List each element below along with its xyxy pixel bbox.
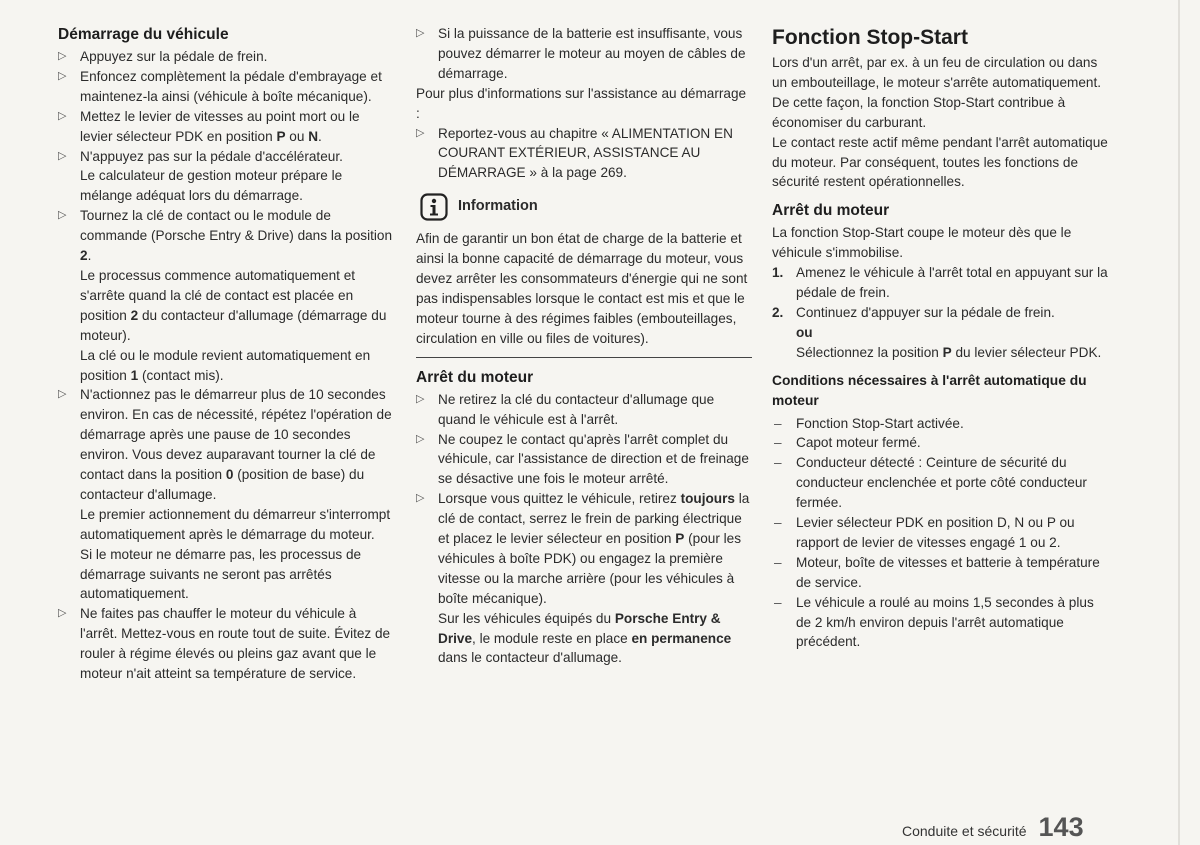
info-header	[416, 189, 752, 225]
note-key-returns: La clé ou le module revient automatiquement en position 1 (contact mis).	[80, 347, 371, 383]
condition-item: – Le véhicule a roulé au moins 1,5 secondes à plus de 2 km/h environ depuis l'arrêt automatique précédent.	[774, 594, 1094, 650]
step-ignition-off: ▷ Ne coupez le contact qu'après l'arrêt complet du véhicule, car l'assistance de direction et de freinage se désactive une fois le moteur arrêté.	[416, 431, 749, 487]
arrow-icon: ▷	[416, 126, 425, 139]
page-footer	[902, 812, 1112, 840]
step-neutral: ▷ Mettez le levier de vitesses au point mort ou le levier sélecteur PDK en position P ou N.	[58, 108, 360, 144]
note-select-p: Sélectionnez la position P du levier sélecteur PDK.	[796, 344, 1102, 360]
footer-section: Conduite et sécurité	[902, 823, 1027, 839]
para-stop-start-intro: Lors d'un arrêt, par ex. à un feu de circulation ou dans un embouteillage, le moteur s'arrête automatiquement. De cette façon, la fonction Stop-Start contribue à économiser du carburant.	[772, 55, 1102, 130]
arrow-icon: ▷	[58, 149, 67, 162]
condition-item: – Capot moteur fermé.	[774, 435, 921, 451]
arrow-icon: ▷	[58, 388, 67, 401]
arrow-icon: ▷	[416, 27, 425, 39]
step-accelerator: ▷ N'appuyez pas sur la pédale d'accélérateur.	[58, 147, 394, 167]
step-remove-key: ▷ Ne retirez la clé du contacteur d'allumage que quand le véhicule est à l'arrêt.	[416, 391, 715, 427]
heading-conditions: Conditions nécessaires à l'arrêt automatique du moteur	[772, 372, 1087, 408]
info-label: Information	[458, 198, 538, 215]
step-leave-vehicle: ▷ Lorsque vous quittez le véhicule, retirez toujours la clé de contact, serrez le frein de parking électrique et placez le levier sélecteur en position P (pour les véhicules à boîte PDK) ou engagez la première vitesse ou la marche arrière (pour les véhicules à boîte mécanique).	[416, 491, 750, 606]
note-entry-drive: Sur les véhicules équipés du Porsche Entry & Drive, le module reste en place en permanence dans le contacteur d'allumage.	[438, 610, 732, 666]
condition-item: – Moteur, boîte de vitesses et batterie à température de service.	[774, 554, 1100, 590]
condition-item: – Conducteur détecté : Ceinture de sécurité du conducteur enclenchée et porte côté conducteur fermée.	[774, 455, 1087, 511]
para-stop-start-cuts: La fonction Stop-Start coupe le moteur dès que le véhicule s'immobilise.	[772, 225, 1072, 261]
column-stop-start	[772, 0, 1112, 652]
arrow-icon: ▷	[58, 109, 67, 122]
arrow-icon: ▷	[416, 492, 425, 505]
arrow-icon: ▷	[58, 69, 67, 82]
step-no-warmup: ▷ Ne faites pas chauffer le moteur du véhicule à l'arrêt. Mettez-vous en route tout de suite. Évitez de rouler à régime élevés ou pleins gaz avant que le moteur n'ait atteint sa température de service.	[58, 606, 391, 682]
section-divider	[416, 357, 752, 358]
step-brake: ▷ Appuyez sur la pédale de frein.	[58, 47, 394, 67]
column-starting	[58, 0, 394, 684]
note-starter-interrupt: Le premier actionnement du démarreur s'interrompt automatiquement après le démarrage du moteur.	[80, 506, 391, 542]
note-engine-management: Le calculateur de gestion moteur prépare le mélange adéquat lors du démarrage.	[80, 168, 343, 204]
heading-stop-start-engine: Arrêt du moteur	[772, 202, 890, 220]
step-turn-key: ▷ Tournez la clé de contact ou le module de commande (Porsche Entry & Drive) dans la position 2.	[58, 208, 393, 264]
numbered-step-1: 1. Amenez le véhicule à l'arrêt total en appuyant sur la pédale de frein.	[772, 265, 1108, 301]
step-starter-limit: ▷ N'actionnez pas le démarreur plus de 10 secondes environ. En cas de nécessité, répétez l'opération de démarrage après une pause de 10 secondes environ. Vous devez auparavant tourner la clé de contact dans la position 0 (position de base) du contacteur d'allumage.	[58, 387, 392, 502]
heading-starting: Démarrage du véhicule	[58, 26, 229, 43]
page-edge-divider	[1178, 0, 1180, 845]
arrow-icon: ▷	[58, 607, 67, 620]
step-clutch: ▷ Enfoncez complètement la pédale d'embrayage et maintenez-la ainsi (véhicule à boîte mécanique).	[58, 68, 382, 104]
arrow-icon: ▷	[416, 392, 425, 405]
info-text: Afin de garantir un bon état de charge de la batterie et ainsi la bonne capacité de démarrage du moteur, vous devez arrêter les consommateurs d'énergie qui ne sont pas indispensables lorsque le contact est mis et que le moteur tourne à des régimes faibles (embouteillages, circulation en ville ou files de voitures).	[416, 231, 748, 346]
para-contact-active: Le contact reste actif même pendant l'arrêt automatique du moteur. Par conséquent, toutes les fonctions de sécurité restent opérationnelles.	[772, 134, 1108, 190]
heading-engine-stop: Arrêt du moteur	[416, 368, 534, 386]
para-more-info: Pour plus d'informations sur l'assistance au démarrage :	[416, 85, 747, 121]
condition-item: – Levier sélecteur PDK en position D, N ou P ou rapport de levier de vitesses engagé 1 ou 2.	[774, 515, 1075, 550]
condition-item: – Fonction Stop-Start activée.	[774, 415, 964, 431]
or-label: ou	[796, 324, 813, 340]
note-no-start: Si le moteur ne démarre pas, les processus de démarrage suivants ne seront pas arrêtés automatiquement.	[80, 546, 362, 602]
page-number: 143	[1038, 812, 1084, 842]
heading-stop-start: Fonction Stop-Start	[772, 26, 968, 49]
info-icon	[420, 193, 448, 221]
arrow-icon: ▷	[58, 209, 67, 222]
column-battery-stop	[416, 0, 752, 668]
step-see-chapter: ▷ Reportez-vous au chapitre « ALIMENTATION EN COURANT EXTÉRIEUR, ASSISTANCE AU DÉMARRAGE » à la page 269.	[416, 125, 733, 181]
arrow-icon: ▷	[416, 432, 425, 445]
arrow-icon: ▷	[58, 50, 67, 62]
step-jump-start: ▷ Si la puissance de la batterie est insuffisante, vous pouvez démarrer le moteur au moyen de câbles de démarrage.	[416, 26, 746, 81]
note-process: Le processus commence automatiquement et s'arrête quand la clé de contact est placée en position 2 du contacteur d'allumage (démarrage du moteur).	[80, 267, 387, 343]
numbered-step-2: 2. Continuez d'appuyer sur la pédale de frein.	[772, 304, 1055, 320]
